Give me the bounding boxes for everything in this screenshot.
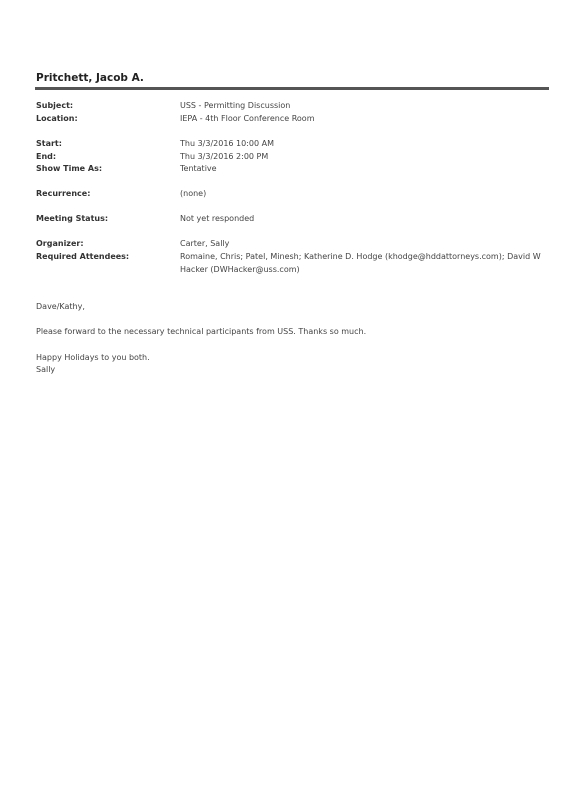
required-attendees-value: Romaine, Chris; Patel, Minesh; Katherine D. Hodge (khodge@hddattorneys.com); David W Hacker (DWHacker@uss.com) xyxy=(180,252,541,274)
subject-value: USS - Permitting Discussion xyxy=(180,101,291,110)
message-greeting: Dave/Kathy, xyxy=(36,302,85,311)
end-value: Thu 3/3/2016 2:00 PM xyxy=(180,152,269,161)
subject-label: Subject: xyxy=(36,101,74,110)
end-label: End: xyxy=(36,152,57,161)
recurrence-value: (none) xyxy=(180,189,207,198)
meeting-status-label: Meeting Status: xyxy=(36,214,109,223)
show-time-as-value: Tentative xyxy=(180,164,217,173)
recurrence-label: Recurrence: xyxy=(36,189,91,198)
meeting-status-value: Not yet responded xyxy=(180,214,255,223)
organizer-label: Organizer: xyxy=(36,239,84,248)
message-signature: Sally xyxy=(36,365,56,374)
start-label: Start: xyxy=(36,139,62,148)
location-label: Location: xyxy=(36,114,78,123)
message-closing: Happy Holidays to you both. xyxy=(36,353,150,362)
organizer-value: Carter, Sally xyxy=(180,239,230,248)
sender-name: Pritchett, Jacob A. xyxy=(36,72,144,84)
required-attendees-label: Required Attendees: xyxy=(36,252,130,261)
message-paragraph: Please forward to the necessary technical participants from USS. Thanks so much. xyxy=(36,327,367,336)
header-divider xyxy=(35,87,549,90)
start-value: Thu 3/3/2016 10:00 AM xyxy=(180,139,275,148)
show-time-as-label: Show Time As: xyxy=(36,164,103,173)
location-value: IEPA - 4th Floor Conference Room xyxy=(180,114,315,123)
